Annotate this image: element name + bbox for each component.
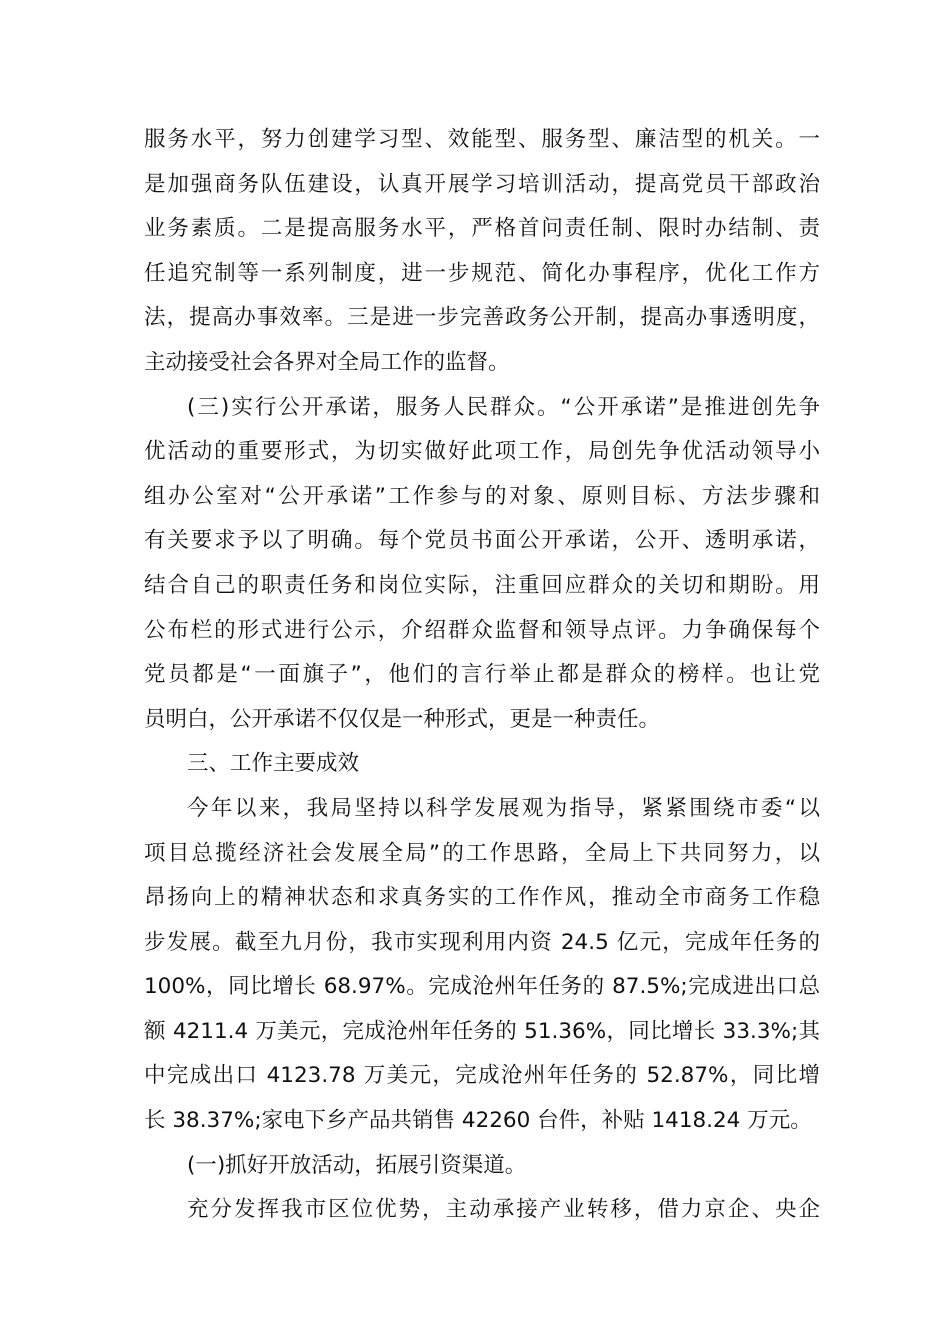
text-line: (三)实行公开承诺，服务人民群众。“公开承诺”是推进创先争: [187, 394, 820, 420]
text-line: 结合自己的职责任务和岗位实际，注重回应群众的关切和期盼。用: [144, 572, 820, 598]
text-line: (一)抓好开放活动，拓展引资渠道。: [187, 1152, 527, 1178]
text-line: 党员都是“一面旗子”，他们的言行举止都是群众的榜样。也让党: [144, 662, 820, 688]
text-line: 中完成出口 4123.78 万美元，完成沧州年任务的 52.87%，同比增: [144, 1063, 820, 1089]
text-line: 步发展。截至九月份，我市实现利用内资 24.5 亿元，完成年任务的: [144, 929, 820, 955]
text-line: 昂扬向上的精神状态和求真务实的工作作风，推动全市商务工作稳: [144, 885, 820, 911]
paragraph: [144, 386, 820, 743]
text-line: 有关要求予以了明确。每个党员书面公开承诺，公开、透明承诺，: [144, 528, 820, 554]
text-line: 法，提高办事效率。三是进一步完善政务公开制，提高办事透明度，: [144, 305, 820, 331]
text-line: 今年以来，我局坚持以科学发展观为指导，紧紧围绕市委“以: [187, 795, 820, 821]
paragraph: [144, 1144, 820, 1189]
text-line: 项目总揽经济社会发展全局”的工作思路，全局上下共同努力，以: [144, 840, 820, 866]
text-line: 服务水平，努力创建学习型、效能型、服务型、廉洁型的机关。一: [144, 127, 820, 152]
text-line: 长 38.37%;家电下乡产品共销售 42260 台件，补贴 1418.24 万元。: [144, 1108, 812, 1134]
document-body: [144, 118, 820, 1233]
text-line: 公布栏的形式进行公示，介绍群众监督和领导点评。力争确保每个: [144, 617, 820, 643]
text-line: 是加强商务队伍建设，认真开展学习培训活动，提高党员干部政治: [144, 171, 820, 197]
text-line: 组办公室对“公开承诺”工作参与的对象、原则目标、方法步骤和: [144, 483, 820, 509]
text-line: 额 4211.4 万美元，完成沧州年任务的 51.36%，同比增长 33.3%;其: [144, 1018, 820, 1044]
text-line: 三、工作主要成效: [187, 751, 360, 777]
text-line: 员明白，公开承诺不仅仅是一种形式，更是一种责任。: [144, 706, 661, 732]
paragraph: [144, 787, 820, 1144]
text-line: 业务素质。二是提高服务水平，严格首问责任制、限时办结制、责: [144, 216, 820, 242]
paragraph: [144, 118, 820, 386]
text-line: 主动接受社会各界对全局工作的监督。: [144, 349, 510, 375]
text-line: 优活动的重要形式，为切实做好此项工作，局创先争优活动领导小: [144, 439, 820, 465]
text-line: 充分发挥我市区位优势，主动承接产业转移，借力京企、央企: [187, 1197, 820, 1223]
paragraph: [144, 742, 820, 787]
text-line: 任追究制等一系列制度，进一步规范、简化办事程序，优化工作方: [144, 260, 820, 286]
text-line: 100%，同比增长 68.97%。完成沧州年任务的 87.5%;完成进出口总: [144, 974, 820, 1000]
paragraph: [144, 1188, 820, 1233]
